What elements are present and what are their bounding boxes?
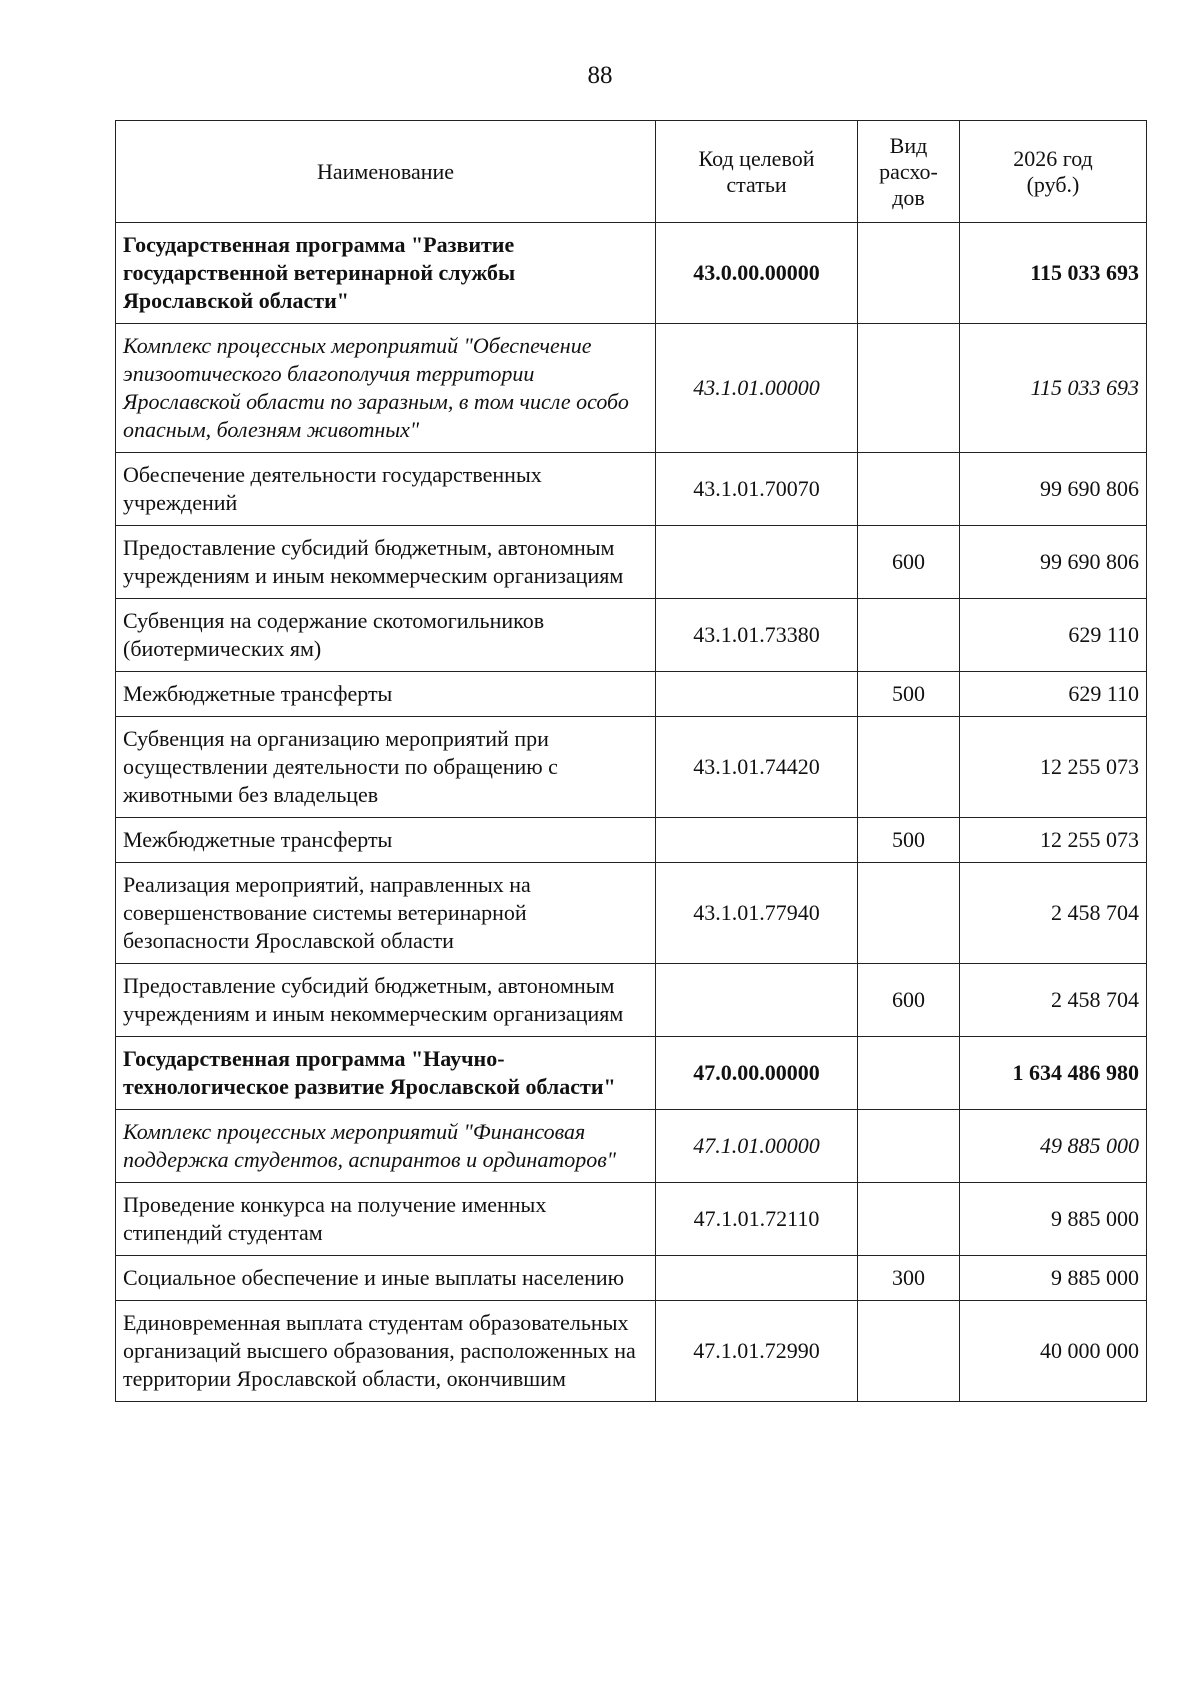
row-type: [858, 1037, 960, 1110]
row-type: [858, 1110, 960, 1183]
row-amount: 2 458 704: [960, 863, 1147, 964]
row-amount: 40 000 000: [960, 1301, 1147, 1402]
table-row: [116, 717, 1147, 818]
row-code: 43.1.01.70070: [656, 453, 858, 526]
row-name: Комплекс процессных мероприятий "Обеспечение эпизоотического благополучия территории Ярославской области по заразным, в том числе особо опасным, болезням животных": [116, 324, 656, 453]
row-name: Государственная программа "Развитие государственной ветеринарной службы Ярославской области": [116, 223, 656, 324]
table-row: [116, 1110, 1147, 1183]
row-code: [656, 526, 858, 599]
header-name: Наименование: [116, 121, 656, 223]
table-row: [116, 964, 1147, 1037]
row-type: [858, 1301, 960, 1402]
row-amount: 115 033 693: [960, 324, 1147, 453]
row-amount: 115 033 693: [960, 223, 1147, 324]
row-code: [656, 964, 858, 1037]
table-row: [116, 223, 1147, 324]
row-amount: 12 255 073: [960, 818, 1147, 863]
row-name: Государственная программа "Научно-технологическое развитие Ярославской области": [116, 1037, 656, 1110]
row-name: Межбюджетные трансферты: [116, 672, 656, 717]
row-amount: 9 885 000: [960, 1256, 1147, 1301]
row-name: Предоставление субсидий бюджетным, автономным учреждениям и иным некоммерческим организациям: [116, 964, 656, 1037]
row-name: Межбюджетные трансферты: [116, 818, 656, 863]
row-type: 500: [858, 672, 960, 717]
row-amount: 629 110: [960, 672, 1147, 717]
row-code: [656, 672, 858, 717]
row-code: 43.0.00.00000: [656, 223, 858, 324]
table-row: [116, 453, 1147, 526]
row-type: 600: [858, 526, 960, 599]
row-name: Социальное обеспечение и иные выплаты населению: [116, 1256, 656, 1301]
page-number: 88: [587, 62, 613, 89]
row-amount: 99 690 806: [960, 453, 1147, 526]
row-amount: 49 885 000: [960, 1110, 1147, 1183]
table-row: [116, 1183, 1147, 1256]
row-code: 43.1.01.77940: [656, 863, 858, 964]
row-type: [858, 863, 960, 964]
row-type: [858, 1183, 960, 1256]
row-name: Единовременная выплата студентам образовательных организаций высшего образования, расположенных на территории Ярославской области, окончившим: [116, 1301, 656, 1402]
row-amount: 1 634 486 980: [960, 1037, 1147, 1110]
row-name: Предоставление субсидий бюджетным, автономным учреждениям и иным некоммерческим организациям: [116, 526, 656, 599]
row-code: [656, 818, 858, 863]
row-code: 47.1.01.00000: [656, 1110, 858, 1183]
row-code: [656, 1256, 858, 1301]
row-amount: 2 458 704: [960, 964, 1147, 1037]
row-name: Субвенция на содержание скотомогильников (биотермических ям): [116, 599, 656, 672]
header-amount: 2026 год (руб.): [960, 121, 1147, 223]
row-code: 47.1.01.72110: [656, 1183, 858, 1256]
table-row: [116, 672, 1147, 717]
budget-table: [115, 120, 1147, 1402]
row-name: Обеспечение деятельности государственных учреждений: [116, 453, 656, 526]
table-body: [116, 223, 1147, 1402]
row-type: [858, 324, 960, 453]
table-row: [116, 818, 1147, 863]
row-type: [858, 453, 960, 526]
row-amount: 9 885 000: [960, 1183, 1147, 1256]
table-row: [116, 1256, 1147, 1301]
table-row: [116, 599, 1147, 672]
row-amount: 99 690 806: [960, 526, 1147, 599]
row-code: 43.1.01.00000: [656, 324, 858, 453]
row-amount: 12 255 073: [960, 717, 1147, 818]
row-code: 43.1.01.73380: [656, 599, 858, 672]
row-name: Комплекс процессных мероприятий "Финансовая поддержка студентов, аспирантов и ординаторов": [116, 1110, 656, 1183]
row-name: Проведение конкурса на получение именных стипендий студентам: [116, 1183, 656, 1256]
row-type: 500: [858, 818, 960, 863]
row-type: [858, 599, 960, 672]
row-type: [858, 717, 960, 818]
table-row: [116, 526, 1147, 599]
table-row: [116, 1037, 1147, 1110]
row-amount: 629 110: [960, 599, 1147, 672]
row-code: 43.1.01.74420: [656, 717, 858, 818]
header-type: Вид расхо- дов: [858, 121, 960, 223]
table-row: [116, 863, 1147, 964]
table-header-row: [116, 121, 1147, 223]
row-name: Реализация мероприятий, направленных на совершенствование системы ветеринарной безопасности Ярославской области: [116, 863, 656, 964]
row-type: 600: [858, 964, 960, 1037]
row-code: 47.0.00.00000: [656, 1037, 858, 1110]
row-code: 47.1.01.72990: [656, 1301, 858, 1402]
header-code: Код целевой статьи: [656, 121, 858, 223]
table-row: [116, 1301, 1147, 1402]
row-type: [858, 223, 960, 324]
row-type: 300: [858, 1256, 960, 1301]
table-row: [116, 324, 1147, 453]
row-name: Субвенция на организацию мероприятий при осуществлении деятельности по обращению с животными без владельцев: [116, 717, 656, 818]
